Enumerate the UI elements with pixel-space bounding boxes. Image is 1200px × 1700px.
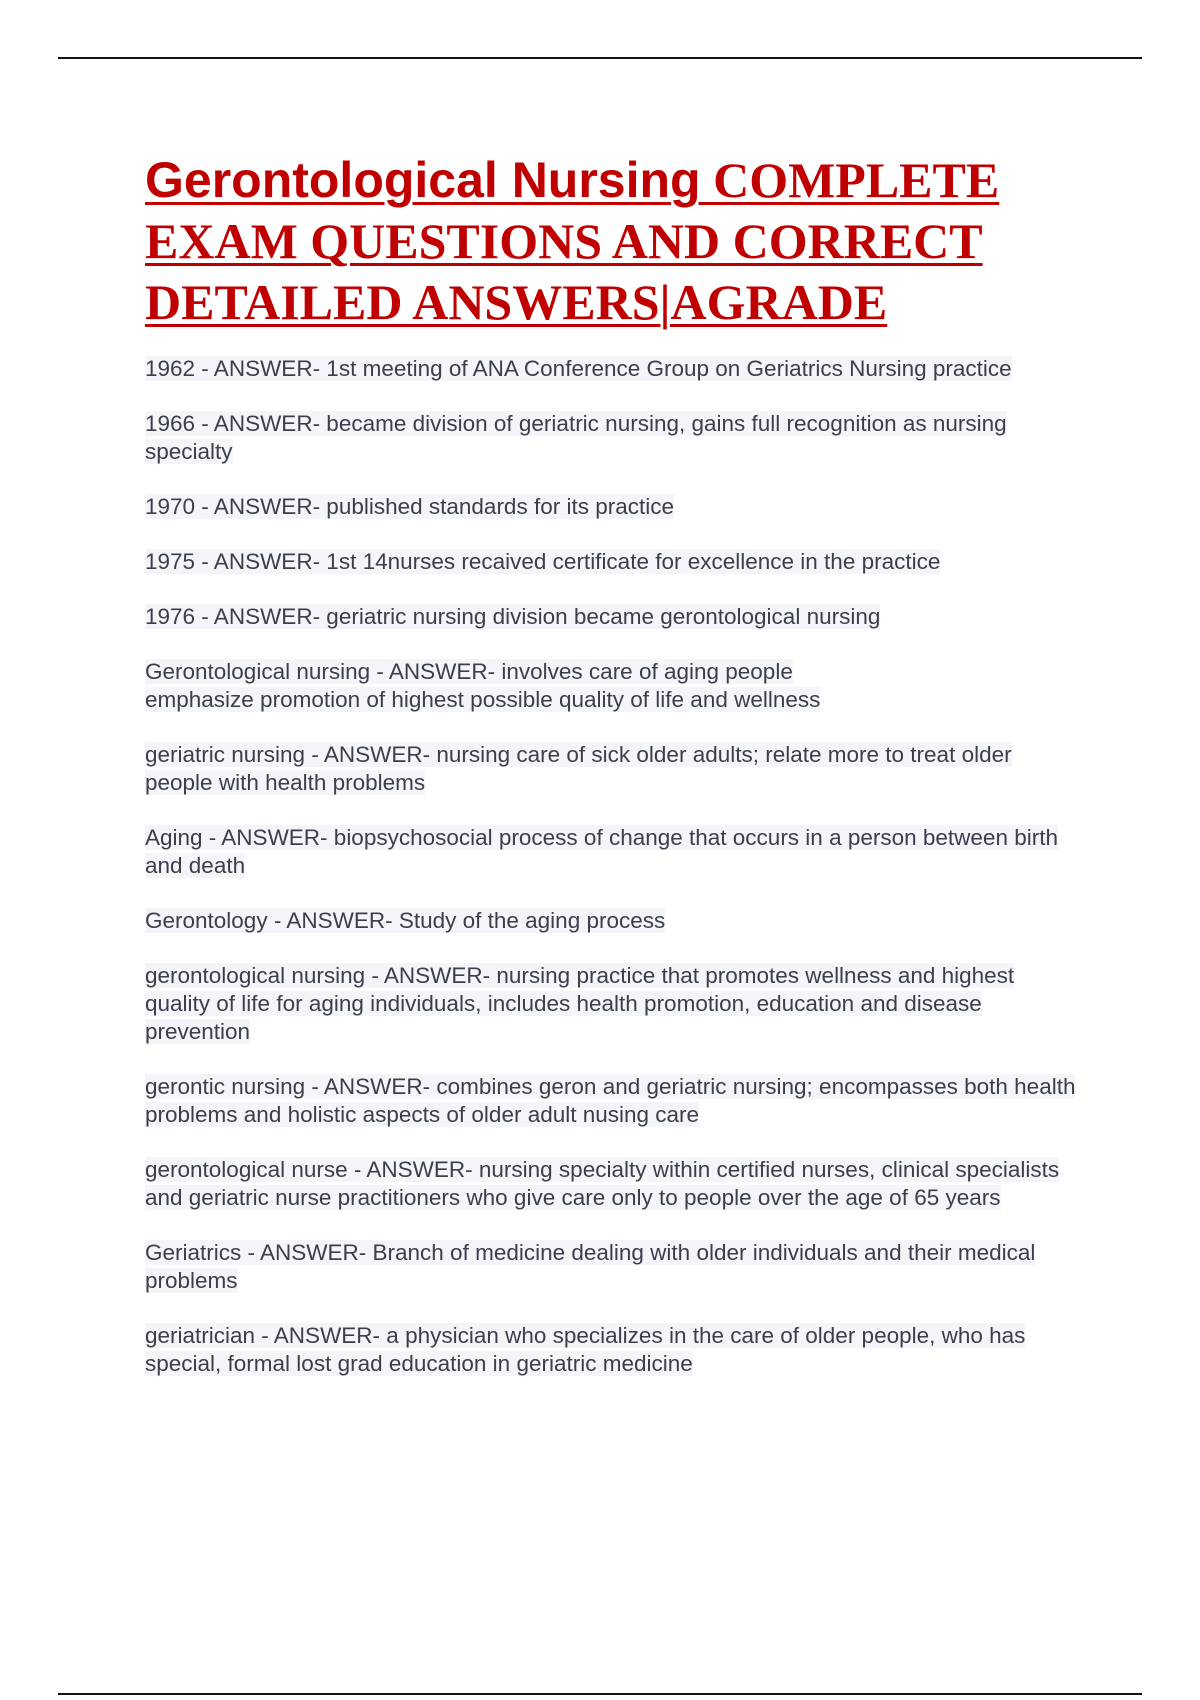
qa-entry	[145, 355, 1085, 383]
document-title	[145, 150, 1085, 333]
qa-entry	[145, 410, 1085, 466]
qa-entry	[145, 548, 1085, 576]
document-title-part2: COMPLETE EXAM QUESTIONS AND CORRECT DETAILED ANSWERS|AGRADE	[145, 152, 1000, 330]
qa-entry-text: Geriatrics - ANSWER- Branch of medicine dealing with older individuals and their medical problems	[145, 1240, 1036, 1293]
qa-entry-text: gerontological nurse - ANSWER- nursing specialty within certified nurses, clinical specialists and geriatric nurse practitioners who give care only to people over the age of 65 years	[145, 1157, 1060, 1210]
qa-entry	[145, 1239, 1085, 1295]
qa-entry-text: Gerontological nursing - ANSWER- involves care of aging people emphasize promotion of highest possible quality of life and wellness	[145, 659, 821, 712]
qa-entry	[145, 1322, 1085, 1378]
qa-entry-text: gerontic nursing - ANSWER- combines geron and geriatric nursing; encompasses both health problems and holistic aspects of older adult nusing care	[145, 1074, 1076, 1127]
qa-entry	[145, 493, 1085, 521]
document-body	[145, 150, 1085, 1405]
qa-entry	[145, 907, 1085, 935]
qa-entry	[145, 1073, 1085, 1129]
qa-entry-text: Gerontology - ANSWER- Study of the aging process	[145, 908, 666, 933]
qa-entry-text: 1975 - ANSWER- 1st 14nurses recaived certificate for excellence in the practice	[145, 549, 941, 574]
qa-entry	[145, 658, 1085, 714]
qa-entry	[145, 603, 1085, 631]
qa-entry	[145, 962, 1085, 1046]
qa-entry	[145, 1156, 1085, 1212]
qa-entry-text: geriatric nursing - ANSWER- nursing care of sick older adults; relate more to treat older people with health problems	[145, 742, 1012, 795]
qa-entry-text: geriatrician - ANSWER- a physician who specializes in the care of older people, who has special, formal lost grad education in geriatric medicine	[145, 1323, 1026, 1376]
header-rule	[58, 57, 1142, 59]
footer-rule	[58, 1693, 1142, 1695]
qa-entry	[145, 741, 1085, 797]
qa-entry	[145, 824, 1085, 880]
qa-entry-text: 1976 - ANSWER- geriatric nursing division became gerontological nursing	[145, 604, 881, 629]
qa-entry-text: 1966 - ANSWER- became division of geriatric nursing, gains full recognition as nursing specialty	[145, 411, 1007, 464]
qa-entry-text: Aging - ANSWER- biopsychosocial process of change that occurs in a person between birth and death	[145, 825, 1058, 878]
qa-entry-text: 1970 - ANSWER- published standards for its practice	[145, 494, 674, 519]
document-title-part1: Gerontological Nursing	[145, 152, 701, 208]
qa-entry-text: gerontological nursing - ANSWER- nursing practice that promotes wellness and highest quality of life for aging individuals, includes health promotion, education and disease prevention	[145, 963, 1015, 1044]
qa-list	[145, 355, 1085, 1378]
qa-entry-text: 1962 - ANSWER- 1st meeting of ANA Conference Group on Geriatrics Nursing practice	[145, 356, 1012, 381]
